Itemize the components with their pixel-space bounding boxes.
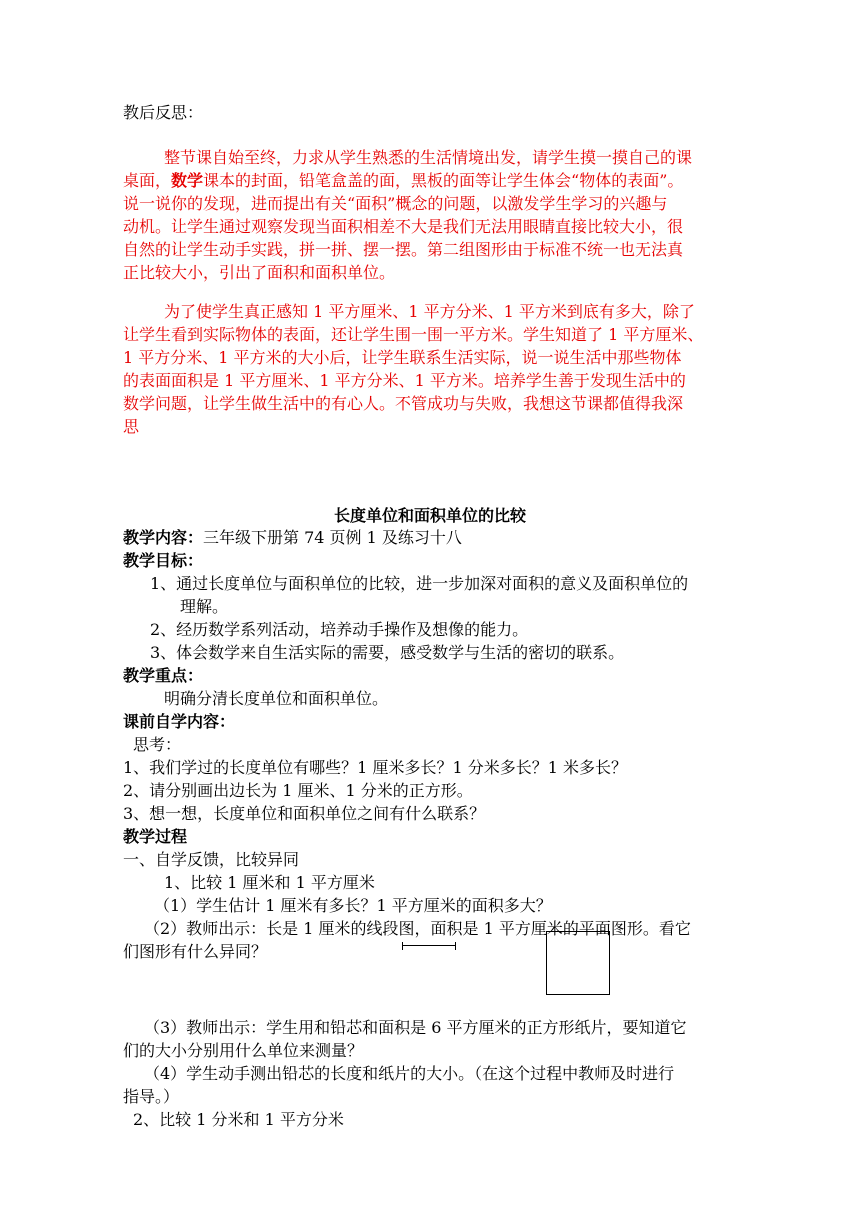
text-span: 课本的封面，铅笔盒盖的面，黑板的面等让学生体会“物体的表面”。 [203, 171, 684, 190]
text-line: 说一说你的发现，进而提出有关“面积”概念的问题，以激发学生学习的兴趣与 [123, 194, 668, 213]
question-2: 2、请分别画出边长为 1 厘米、1 分米的正方形。 [123, 781, 473, 800]
text-line: 正比较大小，引出了面积和面积单位。 [123, 263, 396, 282]
text-line: 让学生看到实际物体的表面，还让学生围一围一平方米。学生知道了 1 平方厘米、 [123, 325, 704, 344]
step-3: （3）教师出示：学生用和铅芯和面积是 6 平方厘米的正方形纸片，要知道它 [144, 1018, 687, 1037]
reflection-heading: 教后反思： [123, 103, 204, 122]
content-line [123, 527, 462, 549]
process-label: 教学过程 [123, 827, 188, 846]
segment-end [402, 942, 403, 950]
text-line: 数学问题，让学生做生活中的有心人。不管成功与失败，我想这节课都值得我深 [123, 394, 684, 413]
text-line: 自然的让学生动手实践，拼一拼、摆一摆。第二组图形由于标准不统一也无法真 [123, 240, 684, 259]
goal-2: 2、经历数学系列活动，培养动手操作及想像的能力。 [150, 620, 529, 639]
sub-item-1: 1、比较 1 厘米和 1 平方厘米 [164, 873, 375, 892]
focus-text: 明确分清长度单位和面积单位。 [164, 689, 389, 708]
step-2: （2）教师出示：长是 1 厘米的线段图，面积是 1 平方厘米的平面图形。看它 [144, 919, 691, 938]
text-line: 动机。让学生通过观察发现当面积相差不大是我们无法用眼睛直接比较大小，很 [123, 217, 684, 236]
line-segment-figure [402, 942, 456, 950]
text-line: 的表面面积是 1 平方厘米、1 平方分米、1 平方米。培养学生善于发现生活中的 [123, 371, 686, 390]
step-4-cont: 指导。） [123, 1087, 180, 1106]
goal-3: 3、体会数学来自生活实际的需要，感受数学与生活的密切的联系。 [150, 643, 625, 662]
goal-1: 1、通过长度单位与面积单位的比较，进一步加深对面积的意义及面积单位的 [150, 574, 689, 593]
pre-study-label: 课前自学内容： [123, 712, 236, 731]
step-1: （1）学生估计 1 厘米有多长？1 平方厘米的面积多大？ [154, 896, 552, 915]
square-figure [546, 931, 610, 995]
step-2-cont: 们图形有什么异同？ [123, 942, 268, 961]
text-line [123, 170, 683, 192]
content-text: 三年级下册第 74 页例 1 及练习十八 [203, 528, 462, 547]
section-1: 一、自学反馈，比较异同 [123, 850, 300, 869]
segment-end [455, 942, 456, 950]
text-line: 思 [123, 417, 140, 436]
sub-item-2: 2、比较 1 分米和 1 平方分米 [133, 1110, 344, 1129]
goals-label: 教学目标： [123, 551, 204, 570]
goal-1-cont: 理解。 [180, 597, 229, 616]
focus-label: 教学重点： [123, 666, 204, 685]
text-line: 1 平方分米、1 平方米的大小后，让学生联系生活实际，说一说生活中那些物体 [123, 348, 682, 367]
text-line: 整节课自始至终，力求从学生熟悉的生活情境出发，请学生摸一摸自己的课 [164, 148, 693, 167]
segment-line [402, 945, 456, 946]
question-1: 1、我们学过的长度单位有哪些？1 厘米多长？1 分米多长？1 米多长？ [123, 758, 627, 777]
step-3-cont: 们的大小分别用什么单位来测量？ [123, 1041, 364, 1060]
content-label: 教学内容： [123, 528, 204, 547]
text-line: 为了使学生真正感知 1 平方厘米、1 平方分米、1 平方米到底有多大，除了 [164, 302, 695, 321]
question-3: 3、想一想，长度单位和面积单位之间有什么联系？ [123, 804, 486, 823]
think-label: 思考： [133, 735, 182, 754]
step-4: （4）学生动手测出铅芯的长度和纸片的大小。（在这个过程中教师及时进行 [144, 1064, 675, 1083]
text-span: 桌面， [123, 171, 172, 190]
lesson-title: 长度单位和面积单位的比较 [333, 506, 526, 525]
bold-keyword: 数学 [171, 171, 204, 190]
